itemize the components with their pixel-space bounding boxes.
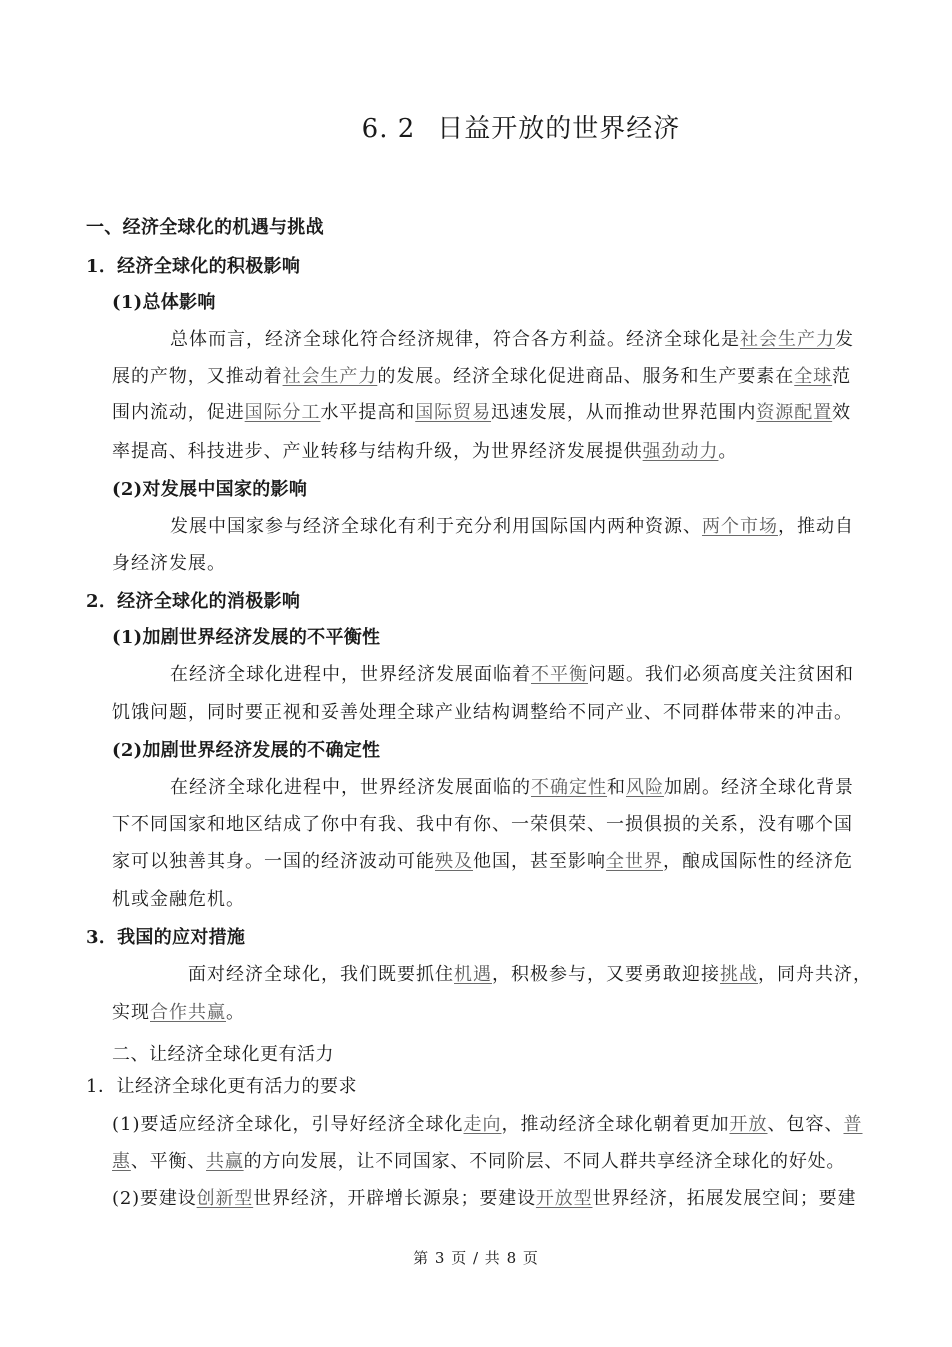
text-run: 2．经济全球化的消极影响 [86,591,301,612]
section-heading [112,739,380,763]
underlined-keyword: 普 [843,1114,863,1135]
text-line [170,328,854,352]
text-run: 3．我国的应对措施 [86,927,246,948]
text-line [170,663,854,687]
underlined-keyword: 走向 [463,1114,502,1135]
underlined-keyword: 殃及 [435,851,473,872]
text-run: ，推动自 [778,516,854,537]
text-run: 下不同国家和地区结成了你中有我、我中有你、一荣俱荣、一损俱损的关系，没有哪个国 [112,814,853,835]
underlined-keyword: 全球 [794,366,833,387]
text-run: 发 [835,329,854,350]
text-run: (2)加剧世界经济发展的不确定性 [112,740,381,761]
section-heading [86,926,245,950]
underlined-keyword: 创新型 [196,1188,254,1209]
text-run: 二、让经济全球化更有活力 [112,1044,334,1065]
text-line [112,1113,863,1137]
text-line [188,963,872,987]
text-run: (1)加剧世界经济发展的不平衡性 [112,627,381,648]
text-run: 问题。我们必须高度关注贫困和 [588,664,854,685]
text-line [112,850,853,874]
text-run: 总体而言，经济全球化符合经济规律，符合各方利益。经济全球化是 [170,329,740,350]
text-run: 实现 [112,1002,150,1023]
underlined-keyword: 机遇 [454,964,492,985]
underlined-keyword: 国际分工 [244,402,321,423]
text-run: 率提高、科技进步、产业转移与结构升级，为世界经济发展提供 [112,441,643,462]
underlined-keyword: 挑战 [720,964,758,985]
text-run: 效 [832,402,852,423]
text-run: 、平衡、 [130,1151,207,1172]
underlined-keyword: 开放型 [535,1188,593,1209]
text-run: ，积极参与，又要勇敢迎接 [492,964,720,985]
text-line [112,1043,334,1067]
text-run: ，推动经济全球化朝着更加 [501,1114,730,1135]
text-run: 展的产物，又推动着 [112,366,283,387]
underlined-keyword: 风险 [626,777,664,798]
text-run: (2)要建设 [112,1188,197,1209]
text-run: ，酿成国际性的经济危 [663,851,853,872]
underlined-keyword: 共赢 [206,1151,244,1172]
underlined-keyword: 资源配置 [756,402,833,423]
text-line [112,552,226,576]
text-run: 身经济发展。 [112,553,226,574]
section-heading [112,478,307,502]
underlined-keyword: 开放 [729,1114,768,1135]
underlined-keyword: 不确定性 [531,777,607,798]
text-line [112,1001,245,1025]
text-run: 迅速发展，从而推动世界范围内 [491,402,757,423]
text-run: 在经济全球化进程中，世界经济发展面临的 [170,777,531,798]
text-run: 。 [718,441,738,462]
text-run: 1．经济全球化的积极影响 [86,256,301,277]
text-run: 家可以独善其身。一国的经济波动可能 [112,851,435,872]
text-line [112,701,853,725]
text-run: 1．让经济全球化更有活力的要求 [86,1076,357,1097]
text-run: 饥饿问题，同时要正视和妥善处理全球产业结构调整给不同产业、不同群体带来的冲击。 [112,702,853,723]
text-run: 加剧。经济全球化背景 [664,777,854,798]
text-line [112,440,737,464]
text-run: 机或金融危机。 [112,889,245,910]
text-run: 。 [226,1002,245,1023]
underlined-keyword: 强劲动力 [642,441,719,462]
underlined-keyword: 合作共赢 [150,1002,226,1023]
page-footer: 第 3 页 / 共 8 页 [413,1249,539,1267]
section-heading [112,291,216,315]
text-run: 的方向发展，让不同国家、不同阶层、不同人群共享经济全球化的好处。 [243,1151,846,1172]
text-run: 他国，甚至影响 [473,851,606,872]
text-line [112,813,853,837]
underlined-keyword: 社会生产力 [740,329,835,350]
text-run: ，同舟共济， [758,964,872,985]
text-line [112,1187,856,1211]
text-line [112,888,245,912]
text-run: 围内流动，促进 [112,402,245,423]
text-line [170,515,854,539]
text-line [86,1075,357,1099]
text-run: 和 [607,777,626,798]
section-heading [86,255,300,279]
text-run: 发展中国家参与经济全球化有利于充分利用国际国内两种资源、 [170,516,702,537]
text-line [112,401,851,425]
section-heading [86,590,300,614]
text-run: 水平提高和 [320,402,416,423]
text-run: 范 [832,366,852,387]
text-run: (1)要适应经济全球化，引导好经济全球化 [112,1114,464,1135]
text-run: 一、经济全球化的机遇与挑战 [86,217,324,238]
page-title [0,108,952,145]
text-run: 面对经济全球化，我们既要抓住 [188,964,454,985]
section-title: 日益开放的世界经济 [437,114,681,144]
section-number: 6. 2 [361,114,416,144]
text-run: 、包容、 [767,1114,844,1135]
text-run: (1)总体影响 [112,292,216,313]
text-line [112,365,851,389]
underlined-keyword: 惠 [112,1151,131,1172]
section-heading [86,216,324,240]
text-run: 世界经济，拓展发展空间；要建 [592,1188,857,1209]
section-heading [112,626,380,650]
text-line [170,776,854,800]
text-run: (2)对发展中国家的影响 [112,479,308,500]
underlined-keyword: 社会生产力 [282,366,378,387]
underlined-keyword: 两个市场 [702,516,778,537]
text-line [112,1150,845,1174]
underlined-keyword: 不平衡 [531,664,588,685]
underlined-keyword: 全世界 [606,851,663,872]
underlined-keyword: 国际贸易 [415,402,492,423]
text-run: 在经济全球化进程中，世界经济发展面临着 [170,664,531,685]
text-run: 的发展。经济全球化促进商品、服务和生产要素在 [377,366,795,387]
text-run: 世界经济，开辟增长源泉；要建设 [253,1188,536,1209]
